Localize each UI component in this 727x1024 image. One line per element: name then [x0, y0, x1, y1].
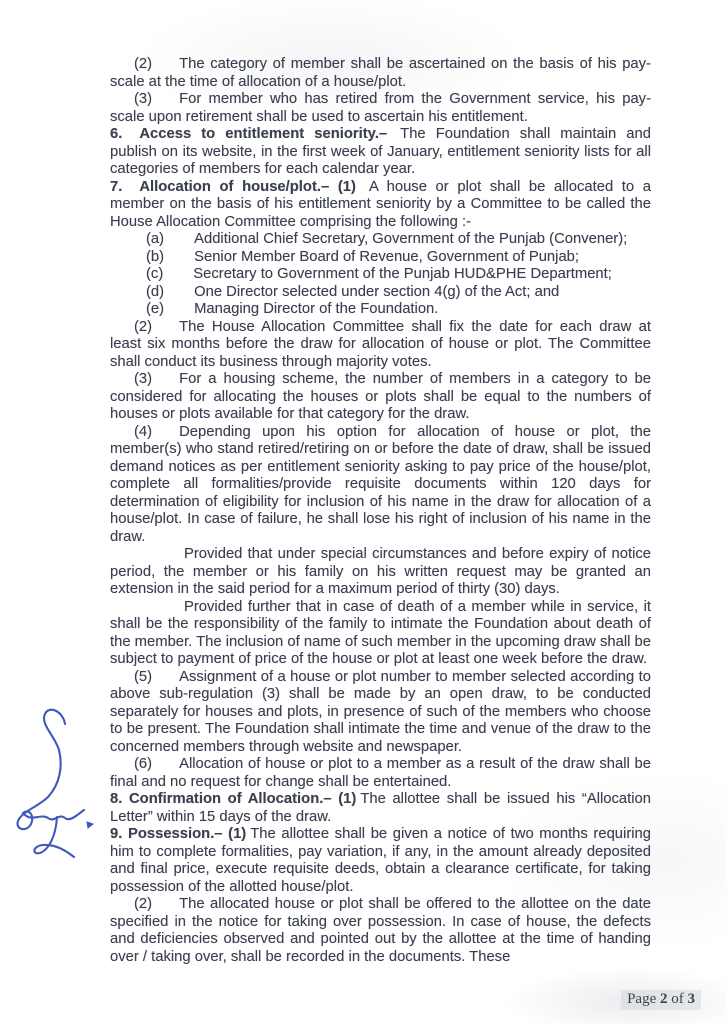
paragraph-9-2 — [110, 896, 651, 966]
paragraph-label: (2) — [134, 318, 153, 335]
paragraph-text: Depending upon his option for allocation of house or plot, the member(s) who stand retired/retiring on or before the date of draw, shall be issued demand notices as per entitlement seniority asking to pay price of the house/plot, complete all formalities/provide requisite documents within 120 days for determination of eligibility for inclusion of his name in the draw for allocation of a house/plot. In case of failure, he shall lose his right of inclusion of his name in the draw. — [110, 423, 651, 545]
paragraph-7-3 — [110, 371, 651, 424]
of-word: of — [671, 991, 684, 1007]
list-item-text: Managing Director of the Foundation. — [194, 301, 439, 317]
list-item-label: (d) — [146, 283, 165, 300]
paragraph-label: (3) — [134, 371, 153, 387]
list-item-text: Senior Member Board of Revenue, Government of Punjab; — [194, 248, 580, 265]
paragraph-7-6 — [110, 756, 651, 791]
section-9 — [110, 826, 651, 896]
page-total: 3 — [687, 991, 695, 1007]
list-item-label: (b) — [146, 248, 165, 265]
proviso-text: Provided further that in case of death of a member while in service, it shall be the responsibility of the family to intimate the Foundation about death of the member. The inclusion of name of such member in the upcoming draw shall be subject to payment of price of the house or plot at least one week before the draw. — [110, 598, 651, 667]
paragraph-7-4 — [110, 424, 651, 547]
handwritten-signature — [5, 702, 105, 862]
paragraph-7-2 — [110, 319, 651, 372]
proviso-1 — [110, 546, 651, 599]
paragraph-label: (3) — [134, 91, 153, 107]
list-item-c — [110, 266, 651, 284]
list-item-text: One Director selected under section 4(g) of the Act; and — [194, 283, 560, 300]
paragraph-text: The House Allocation Committee shall fix the date for each draw at least six months before the draw for allocation of house or plot. The Committee shall conduct its business through majority votes. — [110, 318, 651, 370]
list-item-label: (a) — [146, 231, 165, 247]
paragraph-text: For member who has retired from the Government service, his pay-scale upon retirement shall be used to ascertain his entitlement. — [110, 91, 651, 125]
list-item-e — [110, 301, 651, 319]
paragraph-label: (5) — [134, 668, 153, 685]
section-heading: 9. Possession.– (1) — [110, 826, 247, 842]
paragraph-7-5 — [110, 669, 651, 757]
list-item-text: Secretary to Government of the Punjab HUD&PHE Department; — [193, 266, 612, 282]
paragraph-text: Assignment of a house or plot number to member selected according to above sub-regulation (3) shall be made by an open draw, to be conducted separately for houses and plots, in presence of such of the members who choose to be present. The Foundation shall intimate the time and venue of the draw to the concerned members through website and newspaper. — [110, 668, 651, 755]
document-body — [110, 56, 651, 966]
list-item-text: Additional Chief Secretary, Government of the Punjab (Convener); — [194, 231, 628, 247]
section-number: 6. — [110, 126, 123, 142]
paragraph-text: The allocated house or plot shall be offered to the allottee on the date specified in the notice for taking over possession. In case of house, the defects and deficiencies observed and pointed out by the allottee at the time of handing over / taking over, shall be recorded in the documents. These — [110, 896, 651, 965]
list-item-label: (c) — [146, 266, 164, 282]
proviso-2 — [110, 599, 651, 669]
list-item-b — [110, 249, 651, 267]
section-number: 7. — [110, 178, 123, 195]
list-item-d — [110, 284, 651, 302]
paragraph-label: (4) — [134, 423, 153, 440]
section-text: A house or plot shall be allocated to a member on the basis of his entitlement seniority by a Committee to be called the House Allocation Committee comprising the following :- — [110, 178, 652, 230]
paragraph-label: (2) — [134, 56, 153, 72]
paragraph-text: The category of member shall be ascertained on the basis of his pay-scale at the time of allocation of a house/plot. — [110, 56, 651, 90]
paragraph-label: (6) — [134, 756, 153, 772]
list-item-label: (e) — [146, 301, 165, 317]
section-text: The allottee shall be issued his “Allocation Letter” within 15 days of the draw. — [110, 791, 651, 825]
paragraph-3 — [110, 91, 651, 126]
section-6 — [110, 126, 651, 179]
paragraph-2 — [110, 56, 651, 91]
section-7 — [110, 179, 651, 232]
section-heading: Allocation of house/plot.– (1) — [139, 178, 356, 195]
paragraph-label: (2) — [134, 896, 153, 912]
section-text: The Foundation shall maintain and publish on its website, in the first week of January, entitlement seniority lists for all categories of members for each calendar year. — [110, 126, 651, 177]
paragraph-text: For a housing scheme, the number of members in a category to be considered for allocating the houses or plots shall be equal to the numbers of houses or plots available for that category for the draw. — [110, 371, 651, 422]
proviso-text: Provided that under special circumstances and before expiry of notice period, the member or his family on his written request may be granted an extension in the said period for a maximum period of thirty (30) days. — [110, 546, 651, 597]
page-word: Page — [627, 991, 657, 1007]
paragraph-text: Allocation of house or plot to a member as a result of the draw shall be final and no request for change shall be entertained. — [110, 756, 651, 790]
section-text: The allottee shall be given a notice of two months requiring him to complete formalities, pay variation, if any, in the amount already deposited and final price, execute requisite deeds, obtain a clearance certificate, for taking possession of the allotted house/plot. — [110, 826, 651, 895]
section-8 — [110, 791, 651, 826]
page-number — [621, 990, 701, 1010]
page-current: 2 — [660, 991, 668, 1007]
section-heading: 8. Confirmation of Allocation.– (1) — [110, 791, 357, 807]
section-heading: Access to entitlement seniority.– — [139, 126, 388, 142]
list-item-a — [110, 231, 651, 249]
